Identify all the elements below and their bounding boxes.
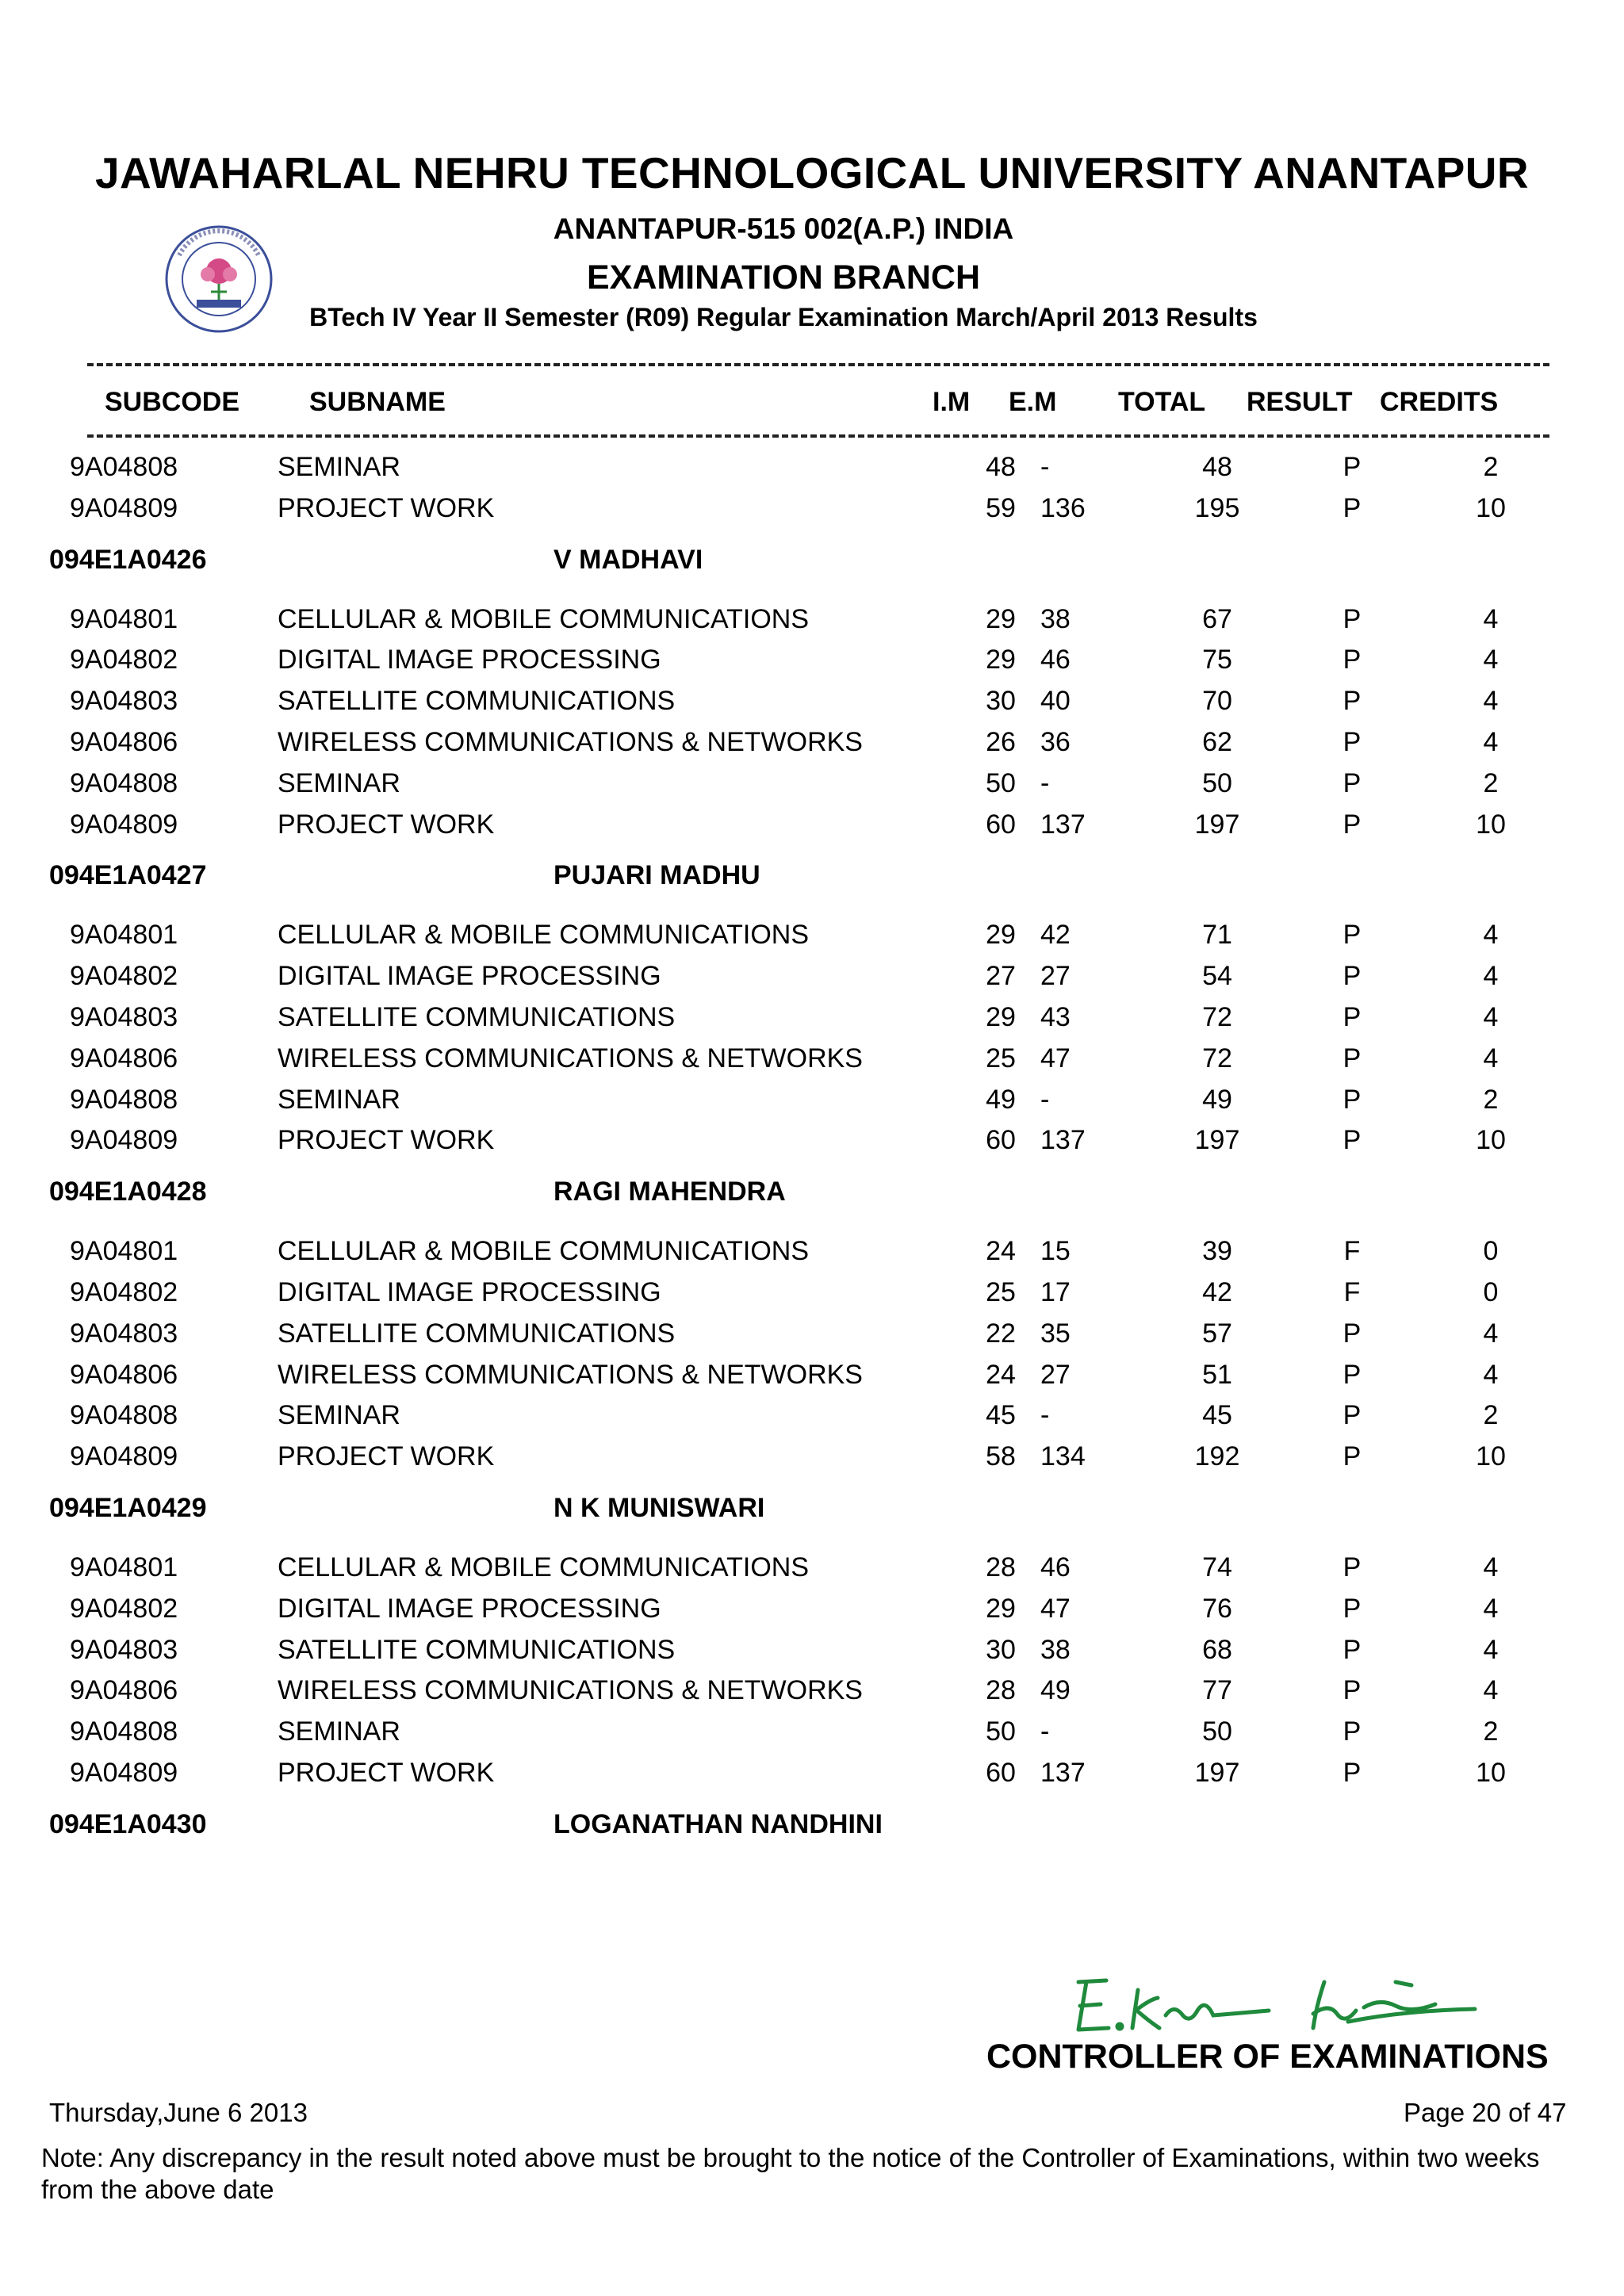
im-cell: 49 [986, 1085, 1016, 1115]
subname-cell: WIRELESS COMMUNICATIONS & NETWORKS [278, 1043, 863, 1073]
im-cell: 60 [986, 809, 1016, 840]
subcode-cell: 9A04808 [70, 1400, 178, 1430]
subcode-cell: 9A04808 [70, 1085, 178, 1115]
total-cell: 68 [1202, 1635, 1232, 1665]
total-cell: 42 [1202, 1277, 1232, 1307]
im-cell: 50 [986, 1716, 1016, 1747]
credits-cell: 4 [1483, 1594, 1499, 1624]
exam-title: BTech IV Year II Semester (R09) Regular Examination March/April 2013 Results [309, 303, 1258, 331]
student-name: PUJARI MADHU [553, 860, 760, 890]
credits-cell: 4 [1483, 727, 1499, 757]
im-cell: 24 [986, 1360, 1016, 1390]
result-cell: P [1342, 1400, 1362, 1430]
subcode-cell: 9A04808 [70, 1716, 178, 1747]
subname-cell: CELLULAR & MOBILE COMMUNICATIONS [278, 920, 810, 950]
table-row [0, 1043, 1624, 1085]
table-row [0, 727, 1624, 768]
credits-cell: 4 [1483, 1002, 1499, 1032]
em-cell: 17 [1040, 1277, 1071, 1307]
total-cell: 48 [1202, 452, 1232, 482]
subcode-cell: 9A04806 [70, 1675, 178, 1705]
student-header [0, 1493, 1624, 1534]
credits-cell: 4 [1483, 604, 1499, 634]
em-cell: - [1040, 1716, 1050, 1747]
subcode-cell: 9A04808 [70, 768, 178, 798]
em-cell: 47 [1040, 1594, 1071, 1624]
em-cell: 136 [1040, 493, 1086, 523]
subname-cell: SEMINAR [278, 1400, 400, 1430]
im-cell: 29 [986, 645, 1016, 675]
subname-cell: DIGITAL IMAGE PROCESSING [278, 645, 661, 675]
examination-branch: EXAMINATION BRANCH [586, 258, 981, 297]
table-row [0, 1236, 1624, 1277]
result-cell: P [1342, 809, 1362, 840]
student-header [0, 1177, 1624, 1218]
table-row [0, 1552, 1624, 1594]
im-cell: 48 [986, 452, 1016, 482]
table-row [0, 1635, 1624, 1676]
total-cell: 192 [1194, 1441, 1240, 1471]
controller-signature [1063, 1958, 1507, 2045]
table-row [0, 1675, 1624, 1716]
subname-cell: PROJECT WORK [278, 1125, 495, 1155]
total-cell: 39 [1202, 1236, 1232, 1266]
result-cell: F [1343, 1236, 1361, 1266]
credits-cell: 2 [1483, 452, 1499, 482]
result-date: Thursday,June 6 2013 [49, 2098, 308, 2127]
im-cell: 58 [986, 1441, 1016, 1471]
credits-cell: 4 [1483, 961, 1499, 991]
im-cell: 27 [986, 961, 1016, 991]
col-em: E.M [1009, 387, 1057, 417]
im-cell: 45 [986, 1400, 1016, 1430]
total-cell: 50 [1202, 768, 1232, 798]
credits-cell: 4 [1483, 1675, 1499, 1705]
result-cell: P [1342, 1552, 1362, 1582]
credits-cell: 10 [1476, 1125, 1506, 1155]
result-cell: P [1342, 1441, 1362, 1471]
col-total: TOTAL [1118, 387, 1206, 417]
subcode-cell: 9A04809 [70, 809, 178, 840]
em-cell: 38 [1040, 604, 1071, 634]
subname-cell: SATELLITE COMMUNICATIONS [278, 1635, 676, 1665]
credits-cell: 10 [1476, 809, 1506, 840]
col-credits: CREDITS [1380, 387, 1499, 417]
subcode-cell: 9A04802 [70, 645, 178, 675]
table-row [0, 1716, 1624, 1758]
em-cell: 46 [1040, 645, 1071, 675]
table-row [0, 1277, 1624, 1318]
em-cell: 35 [1040, 1318, 1071, 1349]
subcode-cell: 9A04801 [70, 920, 178, 950]
em-cell: - [1040, 1400, 1050, 1430]
student-header [0, 545, 1624, 586]
subname-cell: DIGITAL IMAGE PROCESSING [278, 1277, 661, 1307]
im-cell: 28 [986, 1552, 1016, 1582]
student-roll-number: 094E1A0430 [49, 1809, 207, 1839]
subname-cell: SEMINAR [278, 452, 400, 482]
footer-note: Note: Any discrepancy in the result noted above must be brought to the notice of the Controller of Examinations, within two weeks from the above date [41, 2143, 1540, 2204]
im-cell: 50 [986, 768, 1016, 798]
im-cell: 60 [986, 1758, 1016, 1788]
em-cell: - [1040, 1085, 1050, 1115]
subcode-cell: 9A04806 [70, 727, 178, 757]
im-cell: 30 [986, 686, 1016, 716]
result-cell: F [1343, 1277, 1361, 1307]
table-row [0, 1441, 1624, 1483]
subname-cell: PROJECT WORK [278, 809, 495, 840]
result-cell: P [1342, 1085, 1362, 1115]
total-cell: 49 [1202, 1085, 1232, 1115]
credits-cell: 4 [1483, 1360, 1499, 1390]
total-cell: 197 [1194, 1758, 1240, 1788]
subname-cell: WIRELESS COMMUNICATIONS & NETWORKS [278, 1675, 863, 1705]
total-cell: 197 [1194, 809, 1240, 840]
total-cell: 72 [1202, 1043, 1232, 1073]
page-number: Page 20 of 47 [1404, 2098, 1567, 2127]
total-cell: 62 [1202, 727, 1232, 757]
table-row [0, 809, 1624, 851]
subcode-cell: 9A04809 [70, 1125, 178, 1155]
subcode-cell: 9A04806 [70, 1360, 178, 1390]
student-roll-number: 094E1A0428 [49, 1177, 207, 1207]
student-header [0, 1809, 1624, 1850]
result-cell: P [1342, 1716, 1362, 1747]
em-cell: 27 [1040, 961, 1071, 991]
subcode-cell: 9A04809 [70, 1758, 178, 1788]
credits-cell: 4 [1483, 1552, 1499, 1582]
em-cell: 38 [1040, 1635, 1071, 1665]
subname-cell: PROJECT WORK [278, 1758, 495, 1788]
credits-cell: 10 [1476, 1441, 1506, 1471]
table-row [0, 645, 1624, 686]
credits-cell: 4 [1483, 686, 1499, 716]
credits-cell: 2 [1483, 1085, 1499, 1115]
credits-cell: 4 [1483, 1635, 1499, 1665]
subname-cell: WIRELESS COMMUNICATIONS & NETWORKS [278, 1360, 863, 1390]
total-cell: 72 [1202, 1002, 1232, 1032]
table-row [0, 1318, 1624, 1360]
subname-cell: PROJECT WORK [278, 493, 495, 523]
im-cell: 29 [986, 1002, 1016, 1032]
header-divider-bottom [87, 434, 1549, 438]
subname-cell: SATELLITE COMMUNICATIONS [278, 686, 676, 716]
total-cell: 195 [1194, 493, 1240, 523]
credits-cell: 2 [1483, 768, 1499, 798]
subcode-cell: 9A04802 [70, 1277, 178, 1307]
total-cell: 51 [1202, 1360, 1232, 1390]
subname-cell: DIGITAL IMAGE PROCESSING [278, 1594, 661, 1624]
table-row [0, 961, 1624, 1002]
total-cell: 50 [1202, 1716, 1232, 1747]
total-cell: 45 [1202, 1400, 1232, 1430]
credits-cell: 4 [1483, 920, 1499, 950]
em-cell: 137 [1040, 1758, 1086, 1788]
subcode-cell: 9A04809 [70, 493, 178, 523]
subname-cell: WIRELESS COMMUNICATIONS & NETWORKS [278, 727, 863, 757]
subname-cell: SATELLITE COMMUNICATIONS [278, 1002, 676, 1032]
credits-cell: 4 [1483, 1318, 1499, 1349]
result-cell: P [1342, 920, 1362, 950]
subname-cell: SATELLITE COMMUNICATIONS [278, 1318, 676, 1349]
em-cell: - [1040, 768, 1050, 798]
col-subname: SUBNAME [309, 387, 446, 417]
subcode-cell: 9A04806 [70, 1043, 178, 1073]
credits-cell: 2 [1483, 1716, 1499, 1747]
credits-cell: 2 [1483, 1400, 1499, 1430]
table-row [0, 604, 1624, 645]
em-cell: - [1040, 452, 1050, 482]
credits-cell: 10 [1476, 493, 1506, 523]
total-cell: 71 [1202, 920, 1232, 950]
subcode-cell: 9A04803 [70, 686, 178, 716]
student-name: V MADHAVI [553, 545, 703, 575]
credits-cell: 0 [1483, 1236, 1499, 1266]
im-cell: 26 [986, 727, 1016, 757]
subcode-cell: 9A04809 [70, 1441, 178, 1471]
table-row [0, 686, 1624, 727]
student-name: RAGI MAHENDRA [553, 1177, 786, 1207]
total-cell: 197 [1194, 1125, 1240, 1155]
em-cell: 137 [1040, 809, 1086, 840]
col-result: RESULT [1247, 387, 1353, 417]
em-cell: 27 [1040, 1360, 1071, 1390]
em-cell: 49 [1040, 1675, 1071, 1705]
im-cell: 30 [986, 1635, 1016, 1665]
im-cell: 59 [986, 493, 1016, 523]
result-cell: P [1342, 1594, 1362, 1624]
subname-cell: CELLULAR & MOBILE COMMUNICATIONS [278, 1552, 810, 1582]
total-cell: 70 [1202, 686, 1232, 716]
em-cell: 46 [1040, 1552, 1071, 1582]
table-row [0, 1360, 1624, 1401]
im-cell: 29 [986, 920, 1016, 950]
subcode-cell: 9A04803 [70, 1635, 178, 1665]
subcode-cell: 9A04802 [70, 961, 178, 991]
result-cell: P [1342, 604, 1362, 634]
em-cell: 36 [1040, 727, 1071, 757]
subname-cell: PROJECT WORK [278, 1441, 495, 1471]
table-row [0, 493, 1624, 534]
em-cell: 134 [1040, 1441, 1086, 1471]
table-row [0, 1758, 1624, 1799]
student-name: LOGANATHAN NANDHINI [553, 1809, 883, 1839]
total-cell: 77 [1202, 1675, 1232, 1705]
student-roll-number: 094E1A0426 [49, 545, 207, 575]
credits-cell: 10 [1476, 1758, 1506, 1788]
im-cell: 24 [986, 1236, 1016, 1266]
em-cell: 15 [1040, 1236, 1071, 1266]
result-cell: P [1342, 645, 1362, 675]
result-cell: P [1342, 1318, 1362, 1349]
em-cell: 40 [1040, 686, 1071, 716]
im-cell: 25 [986, 1043, 1016, 1073]
result-cell: P [1342, 1002, 1362, 1032]
credits-cell: 4 [1483, 1043, 1499, 1073]
total-cell: 76 [1202, 1594, 1232, 1624]
result-cell: P [1342, 452, 1362, 482]
subname-cell: DIGITAL IMAGE PROCESSING [278, 961, 661, 991]
subname-cell: SEMINAR [278, 1085, 400, 1115]
result-cell: P [1342, 1675, 1362, 1705]
em-cell: 137 [1040, 1125, 1086, 1155]
student-name: N K MUNISWARI [553, 1493, 765, 1523]
credits-cell: 4 [1483, 645, 1499, 675]
table-row [0, 768, 1624, 809]
im-cell: 22 [986, 1318, 1016, 1349]
table-row [0, 1125, 1624, 1166]
table-row [0, 920, 1624, 961]
student-roll-number: 094E1A0427 [49, 860, 207, 890]
subname-cell: CELLULAR & MOBILE COMMUNICATIONS [278, 1236, 810, 1266]
em-cell: 42 [1040, 920, 1071, 950]
subcode-cell: 9A04808 [70, 452, 178, 482]
result-cell: P [1342, 961, 1362, 991]
table-row [0, 1400, 1624, 1441]
result-cell: P [1342, 686, 1362, 716]
subname-cell: CELLULAR & MOBILE COMMUNICATIONS [278, 604, 810, 634]
table-row [0, 1002, 1624, 1043]
university-address: ANANTAPUR-515 002(A.P.) INDIA [553, 212, 1014, 245]
result-cell: P [1342, 1758, 1362, 1788]
subcode-cell: 9A04803 [70, 1318, 178, 1349]
table-row [0, 1594, 1624, 1635]
table-row [0, 452, 1624, 493]
table-row [0, 1085, 1624, 1126]
credits-cell: 0 [1483, 1277, 1499, 1307]
subcode-cell: 9A04801 [70, 1236, 178, 1266]
result-cell: P [1342, 1360, 1362, 1390]
student-roll-number: 094E1A0429 [49, 1493, 207, 1523]
em-cell: 43 [1040, 1002, 1071, 1032]
subcode-cell: 9A04801 [70, 604, 178, 634]
result-cell: P [1342, 493, 1362, 523]
subcode-cell: 9A04801 [70, 1552, 178, 1582]
student-header [0, 860, 1624, 901]
result-cell: P [1342, 1043, 1362, 1073]
result-cell: P [1342, 1635, 1362, 1665]
total-cell: 74 [1202, 1552, 1232, 1582]
total-cell: 54 [1202, 961, 1232, 991]
col-im: I.M [933, 387, 971, 417]
im-cell: 28 [986, 1675, 1016, 1705]
total-cell: 75 [1202, 645, 1232, 675]
im-cell: 29 [986, 1594, 1016, 1624]
col-subcode: SUBCODE [105, 387, 240, 417]
im-cell: 25 [986, 1277, 1016, 1307]
subcode-cell: 9A04803 [70, 1002, 178, 1032]
subcode-cell: 9A04802 [70, 1594, 178, 1624]
subname-cell: SEMINAR [278, 1716, 400, 1747]
controller-of-examinations: CONTROLLER OF EXAMINATIONS [986, 2038, 1549, 2076]
result-cell: P [1342, 727, 1362, 757]
total-cell: 57 [1202, 1318, 1232, 1349]
result-cell: P [1342, 1125, 1362, 1155]
im-cell: 29 [986, 604, 1016, 634]
im-cell: 60 [986, 1125, 1016, 1155]
header-divider-top [87, 363, 1549, 366]
em-cell: 47 [1040, 1043, 1071, 1073]
university-title: JAWAHARLAL NEHRU TECHNOLOGICAL UNIVERSITY ANANTAPUR [95, 148, 1529, 197]
total-cell: 67 [1202, 604, 1232, 634]
result-cell: P [1342, 768, 1362, 798]
subname-cell: SEMINAR [278, 768, 400, 798]
